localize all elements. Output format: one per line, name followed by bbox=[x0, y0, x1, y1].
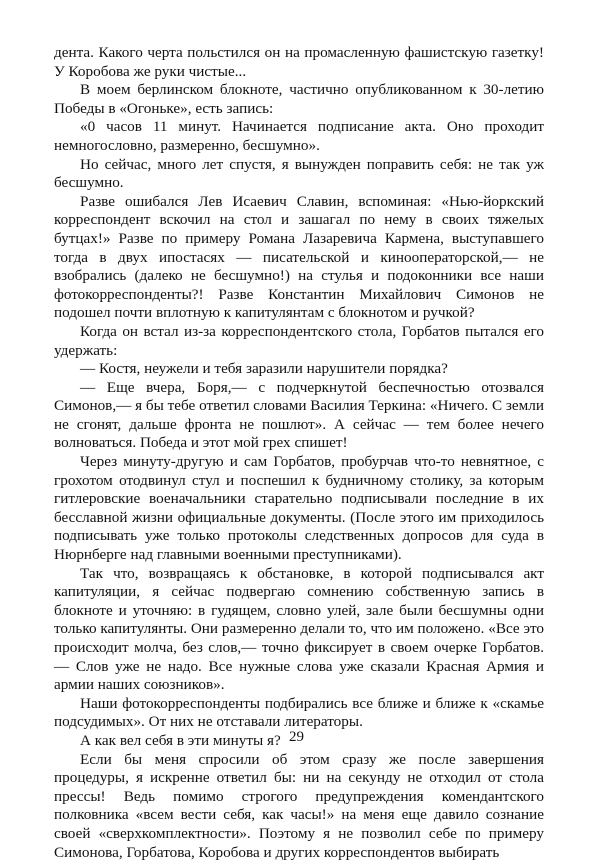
paragraph: Через минуту-другую и сам Горбатов, пробурчав что-то невнятное, с грохотом отодвинул стул и поспешил к будничному столику, за которым гитлеровские военачальники старательно подписывали последние в их бесславной жизни официальные документы. (После этого им приходилось подписывать уже только протоколы следственных допросов для суда в Нюрнберге над главными военными преступниками). bbox=[54, 453, 544, 564]
page-number: 29 bbox=[289, 729, 304, 745]
paragraph: Наши фотокорреспонденты подбирались все ближе и ближе к «скамье подсудимых». От них не отставали литераторы. bbox=[54, 694, 544, 731]
paragraph: Если бы меня спросили об этом сразу же после завершения процедуры, я искренне ответил бы: ни на секунду не отходил от стола прессы! Ведь помимо строгого предупреждения комендантского полковника «всем вести себя, как часы!» на меня еще давило сознание своей «сверхкомплектности». Поэтому я не позволил себе по примеру Симонова, Горбатова, Коробова и других корреспондентов выбирать bbox=[54, 750, 544, 861]
paragraph: Разве ошибался Лев Исаевич Славин, вспоминая: «Нью-йоркский корреспондент вскочил на стол и зашагал по нему в своих тяжелых бутцах!» Разве по примеру Романа Лазаревича Кармена, выступавшего тогда в двух ипостасях — писательской и кинооператорской,— не взобрались (далеко не бесшумно!) на стулья и подоконники все наши фотокорреспонденты?! Разве Константин Михайлович Симонов не подошел почти вплотную к капитулянтам с блокнотом и ручкой? bbox=[54, 192, 544, 322]
dialogue-line: — Еще вчера, Боря,— с подчеркнутой беспечностью отозвался Симонов,— я бы тебе ответил словами Василия Теркина: «Ничего. С земли не сгонят, дальше фронта не пошлют». А сейчас — тем более нечего волноваться. Победа и этот мой грех спишет! bbox=[54, 378, 544, 452]
paragraph: А как вел себя в эти минуты я? bbox=[80, 731, 281, 749]
paragraph: Но сейчас, много лет спустя, я вынужден поправить себя: не так уж бесшумно. bbox=[54, 155, 544, 192]
paragraph: Когда он встал из-за корреспондентского стола, Горбатов пытался его удержать: bbox=[54, 322, 544, 359]
paragraph: В моем берлинском блокноте, частично опубликованном к 30-летию Победы в «Огоньке», есть запись: bbox=[54, 81, 544, 117]
paragraph-quote: «0 часов 11 минут. Начинается подписание акта. Оно проходит немногословно, размеренно, бесшумно». bbox=[54, 118, 544, 154]
dialogue-line: — Костя, неужели и тебя заразили нарушители порядка? bbox=[80, 360, 448, 378]
paragraph-continuation: дента. Какого черта польстился он на промасленную фашистскую газетку! У Коробова же руки чистые... bbox=[54, 44, 544, 80]
paragraph: Так что, возвращаясь к обстановке, в которой подписывался акт капитуляции, я сейчас подвергаю сомнению собственную запись в блокноте и уточняю: в гудящем, словно улей, зале были бесшумны одни только капитулянты. Они размеренно делали то, что им положено. «Все это происходит молча, без слов,— точно фиксирует в своем очерке Горбатов. — Слов уже не надо. Все нужные слова уже сказали Красная Армия и армии наших союзников». bbox=[54, 564, 544, 694]
